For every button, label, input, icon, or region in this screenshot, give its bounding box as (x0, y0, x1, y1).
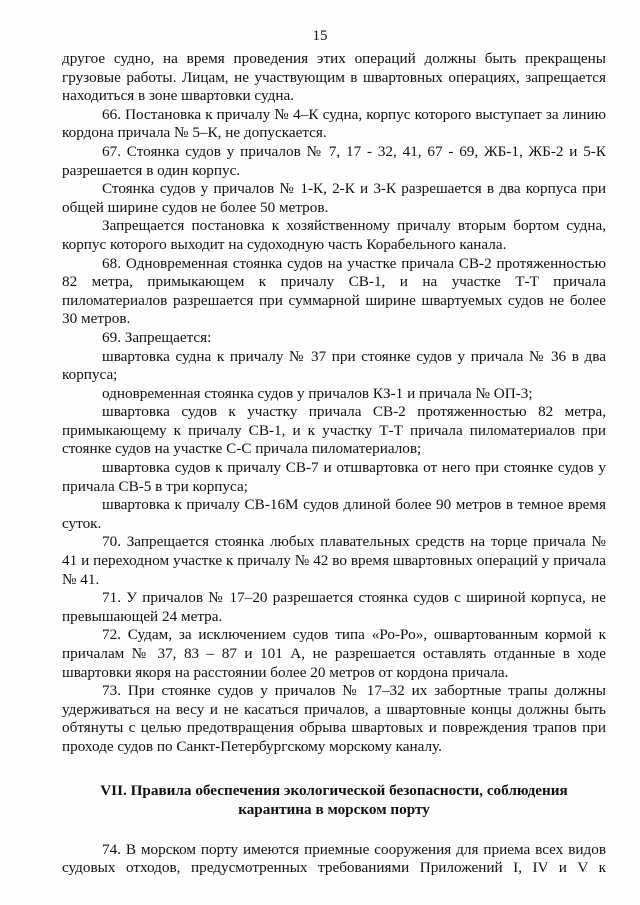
paragraph-69-item: швартовка к причалу СВ-16М судов длиной более 90 метров в темное время суток. (62, 496, 606, 532)
paragraph-66: 66. Постановка к причалу № 4–К судна, корпус которого выступает за линию кордона причала № 5–К, не допускается. (62, 105, 606, 142)
paragraph-72: 72. Судам, за исключением судов типа «Ро-Ро», ошвартованным кормой к причалам № 37, 83 – 87 и 101 А, не разрешается оставлять отданные в ходе швартовки якоря на расстоянии более 20 метров от кордона причала. (62, 626, 606, 681)
paragraph-69: 69. Запрещается: (102, 328, 212, 346)
paragraph-67-prohibition: Запрещается постановка к хозяйственному причалу вторым бортом судна, корпус которого выходит на судоходную часть Корабельного канала. (62, 217, 606, 253)
paragraph-67-berths: Стоянка судов у причалов № 1-К, 2-К и 3-К разрешается в два корпуса при общей ширине судов не более 50 метров. (62, 180, 606, 216)
paragraph-73: 73. При стоянке судов у причалов № 17–32 их забортные трапы должны удерживаться на весу и не касаться причалов, а швартовные концы должны быть обтянуты с целью предотвращения обрыва швартовых и повреждения трапов при проходе судов по Санкт-Петербургскому морскому каналу. (62, 682, 606, 755)
paragraph-71: 71. У причалов № 17–20 разрешается стоянка судов с шириной корпуса, не превышающей 24 метра. (62, 589, 606, 625)
paragraph-continuation: другое судно, на время проведения этих операций должны быть прекращены грузовые работы. Лицам, не участвующим в швартовных операциях, запрещается находиться в зоне швартовки судна. (62, 50, 606, 105)
paragraph-69-item: одновременная стоянка судов у причалов КЗ-1 и причала № ОП-3; (102, 384, 533, 402)
paragraph-69-item: швартовка судов к участку причала СВ-2 протяженностью 82 метра, примыкающему к причалу СВ-1, и к участку Т-Т причала пиломатериалов при стоянке судов на участке С-С причала пиломатериалов; (62, 403, 606, 458)
paragraph-74: 74. В морском порту имеются приемные сооружения для приема всех видов судовых отходов, предусмотренных требованиями Приложений I, IV и V к (62, 840, 606, 877)
page-number: 15 (312, 28, 328, 44)
paragraph-67: 67. Стоянка судов у причалов № 7, 17 - 32, 41, 67 - 69, ЖБ-1, ЖБ-2 и 5-К разрешается в один корпус. (62, 142, 606, 179)
paragraph-70: 70. Запрещается стоянка любых плавательных средств на торце причала № 41 и переходном участке к причалу № 42 во время швартовных операций у причала № 41. (62, 533, 606, 588)
paragraph-68: 68. Одновременная стоянка судов на участке причала СВ-2 протяженностью 82 метра, примыкающем к причалу СВ-1, и на участке Т-Т причала пиломатериалов разрешается при суммарной ширине швартуемых судов не более 30 метров. (62, 254, 606, 328)
paragraph-69-item: швартовка судна к причалу № 37 при стоянке судов у причала № 36 в два корпуса; (62, 347, 606, 384)
section-heading: VII. Правила обеспечения экологической безопасности, соблюдения карантина в морском порту (100, 781, 568, 818)
document-body (62, 50, 606, 878)
paragraph-69-item: швартовка судов к причалу СВ-7 и отшвартовка от него при стоянке судов у причала СВ-5 в три корпуса; (62, 459, 606, 495)
